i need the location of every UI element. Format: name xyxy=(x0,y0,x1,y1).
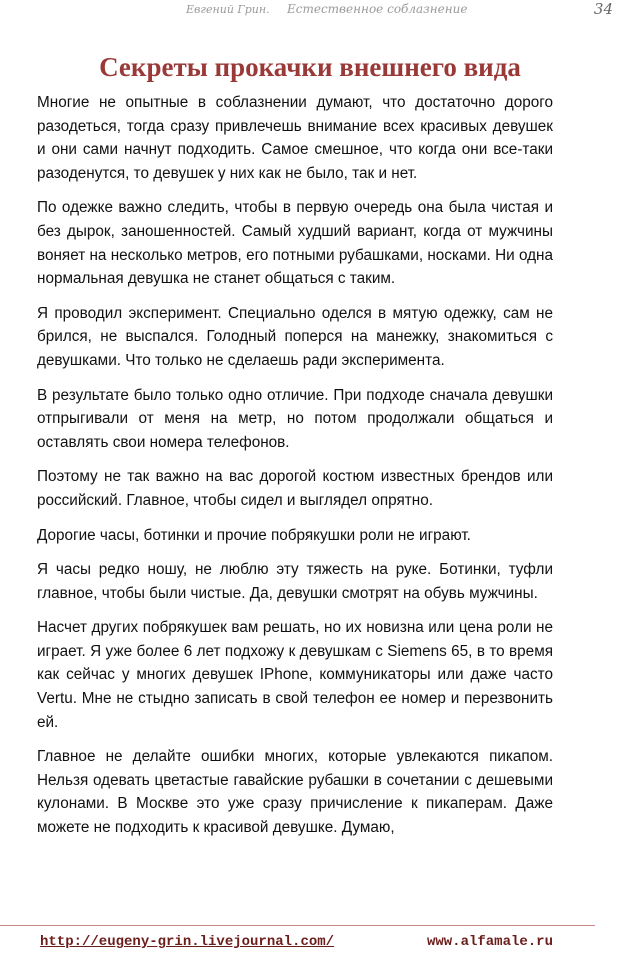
paragraph: Дорогие часы, ботинки и прочие побрякушки роли не играют. xyxy=(37,526,471,544)
livejournal-link[interactable]: http://eugeny-grin.livejournal.com/ xyxy=(40,934,335,950)
section-title: Секреты прокачки внешнего вида xyxy=(99,52,521,82)
alfamale-link[interactable]: www.alfamale.ru xyxy=(426,934,553,950)
header-author: Евгений Грин. xyxy=(186,3,270,16)
footer-divider xyxy=(0,925,595,926)
paragraph: Поэтому не так важно на вас дорогой костюм известных брендов или российский. Главное, чтобы сидел и выглядел опрятно. xyxy=(37,468,553,509)
article-body xyxy=(37,91,553,851)
paragraph: В результате было только одно отличие. При подходе сначала девушки отпрыгивали от меня на метр, но потом продолжали общаться и оставлять свои номера телефонов. xyxy=(37,386,553,451)
paragraph: Многие не опытные в соблазнении думают, что достаточно дорого разодеться, тогда сразу привлечешь внимание всех красивых девушек и они сами начнут подходить. Самое смешное, что когда они все-таки разоденутся, то девушек у них как не было, так и нет. xyxy=(37,94,553,182)
paragraph: Я часы редко ношу, не люблю эту тяжесть на руке. Ботинки, туфли главное, чтобы были чистые. Да, девушки смотрят на обувь мужчины. xyxy=(37,561,553,602)
paragraph: Я проводил эксперимент. Специально оделся в мятую одежку, сам не брился, не выспался. Голодный поперся на манежку, знакомиться с девушками. Что только не сделаешь ради эксперимента. xyxy=(37,304,553,369)
header-book-title: Естественное соблазнение xyxy=(287,2,468,16)
page-header xyxy=(0,0,620,22)
paragraph: По одежке важно следить, чтобы в первую очередь она была чистая и без дырок, заношенностей. Самый худший вариант, когда от мужчины воняет на несколько метров, его потными рубашками, носками. Ни одна нормальная девушка не станет общаться с таким. xyxy=(37,199,553,288)
page-number: 34 xyxy=(593,0,613,18)
paragraph: Главное не делайте ошибки многих, которые увлекаются пикапом. Нельзя одевать цветастые гавайские рубашки в сочетании с дешевыми кулонами. В Москве это уже сразу причисление к пикаперам. Даже можете не подходить к красивой девушке. Думаю, xyxy=(37,748,553,837)
paragraph: Насчет других побрякушек вам решать, но их новизна или цена роли не играет. Я уже более 6 лет подхожу к девушкам с Siemens 65, в то время как сейчас у многих девушек IPhone, коммуникаторы или даже часто Vertu. Мне не стыдно записать в свой телефон ее номер и перезвонить ей. xyxy=(37,619,553,731)
